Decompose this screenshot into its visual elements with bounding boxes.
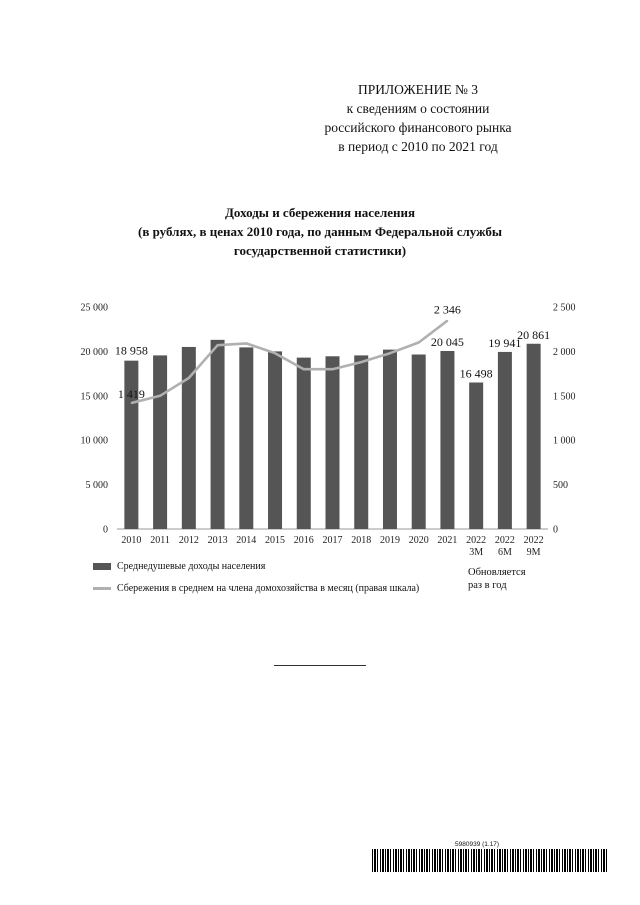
bar-income [239, 347, 253, 529]
point-savings [389, 352, 391, 354]
footnote-divider [274, 665, 366, 666]
y-right-tick-label: 500 [553, 480, 568, 492]
x-tick-label: 6М [497, 547, 512, 558]
x-tick-label: 2016 [293, 535, 314, 546]
point-savings [131, 402, 133, 404]
legend-label-income: Среднедушевые доходы населения [117, 560, 266, 572]
legend-line-swatch [93, 587, 111, 590]
y-right-tick-label: 1 500 [553, 391, 576, 403]
point-savings [188, 377, 190, 379]
update-note-line: Обновляется [468, 567, 526, 578]
data-label: 1 419 [117, 386, 145, 401]
y-left-tick-label: 25 000 [80, 302, 108, 314]
x-tick-label: 2022 [523, 535, 544, 546]
y-left-tick-label: 5 000 [85, 480, 108, 492]
bar-income [268, 351, 282, 529]
x-tick-label: 2020 [408, 535, 429, 546]
appendix-line: ПРИЛОЖЕНИЕ № 3 [357, 82, 479, 97]
appendix-line: к сведениям о состоянии [346, 101, 490, 116]
x-tick-label: 2014 [236, 535, 257, 546]
data-label: 20 045 [430, 335, 464, 350]
appendix-header [298, 80, 538, 156]
bar-income [297, 358, 311, 529]
x-tick-label: 2022 [494, 535, 515, 546]
legend-bar-swatch [93, 563, 111, 570]
bar-income [354, 355, 368, 529]
legend-item-income [93, 558, 419, 574]
data-label: 18 958 [114, 343, 148, 358]
point-savings [418, 342, 420, 344]
bar-income [527, 344, 541, 529]
x-tick-label: 2022 [466, 535, 487, 546]
point-savings [303, 368, 305, 370]
data-label: 2 346 [433, 302, 461, 317]
data-label: 16 498 [459, 366, 493, 381]
x-tick-label: 2010 [121, 535, 142, 546]
chart-title-line: Доходы и сбережения населения [224, 205, 416, 220]
y-right-tick-label: 1 000 [553, 435, 576, 447]
bar-income [498, 352, 512, 529]
y-left-tick-label: 20 000 [80, 346, 108, 358]
legend-label-savings: Сбережения в среднем на члена домохозяйства в месяц (правая шкала) [117, 582, 420, 594]
y-right-tick-label: 2 500 [553, 302, 576, 314]
bar-income [326, 356, 340, 529]
chart-title-line: (в рублях, в ценах 2010 года, по данным Федеральной службы [138, 224, 502, 239]
data-label: 20 861 [517, 327, 551, 342]
line-savings [131, 321, 447, 403]
x-tick-label: 2013 [207, 535, 228, 546]
legend-item-savings [93, 580, 419, 596]
x-tick-label: 2012 [178, 535, 199, 546]
y-right-tick-label: 2 000 [553, 346, 576, 358]
bar-income [383, 350, 397, 529]
y-left-tick-label: 15 000 [80, 391, 108, 403]
chart-title [60, 203, 580, 260]
x-tick-label: 2021 [437, 535, 458, 546]
bar-income [440, 351, 454, 529]
x-tick-label: 3М [469, 547, 484, 558]
point-savings [217, 344, 219, 346]
bar-income [412, 355, 426, 529]
chart-title-line: государственной статистики) [233, 243, 407, 258]
appendix-line: в период с 2010 по 2021 год [338, 139, 498, 154]
bar-income [469, 382, 483, 529]
chart-legend [93, 558, 419, 602]
x-tick-label: 2015 [265, 535, 286, 546]
data-label: 19 941 [488, 335, 522, 350]
x-tick-label: 2017 [322, 535, 343, 546]
point-savings [246, 343, 248, 345]
x-tick-label: 9М [526, 547, 541, 558]
y-right-tick-label: 0 [553, 524, 558, 536]
appendix-line: российского финансового рынка [324, 120, 512, 135]
bar-income [124, 361, 138, 529]
bar-income [153, 355, 167, 529]
barcode [372, 849, 608, 872]
point-savings [332, 368, 334, 370]
x-tick-label: 2011 [150, 535, 170, 546]
y-left-tick-label: 10 000 [80, 435, 108, 447]
point-savings [274, 352, 276, 354]
point-savings [447, 320, 449, 322]
update-note-line: раз в год [468, 580, 507, 591]
bar-income [211, 340, 225, 529]
x-tick-label: 2018 [351, 535, 372, 546]
x-tick-label: 2019 [379, 535, 400, 546]
point-savings [159, 395, 161, 397]
y-left-tick-label: 0 [103, 524, 108, 536]
point-savings [360, 361, 362, 363]
income-savings-chart [0, 290, 640, 560]
document-code: 5980939 (1.17) [455, 841, 500, 848]
update-note [468, 566, 526, 592]
